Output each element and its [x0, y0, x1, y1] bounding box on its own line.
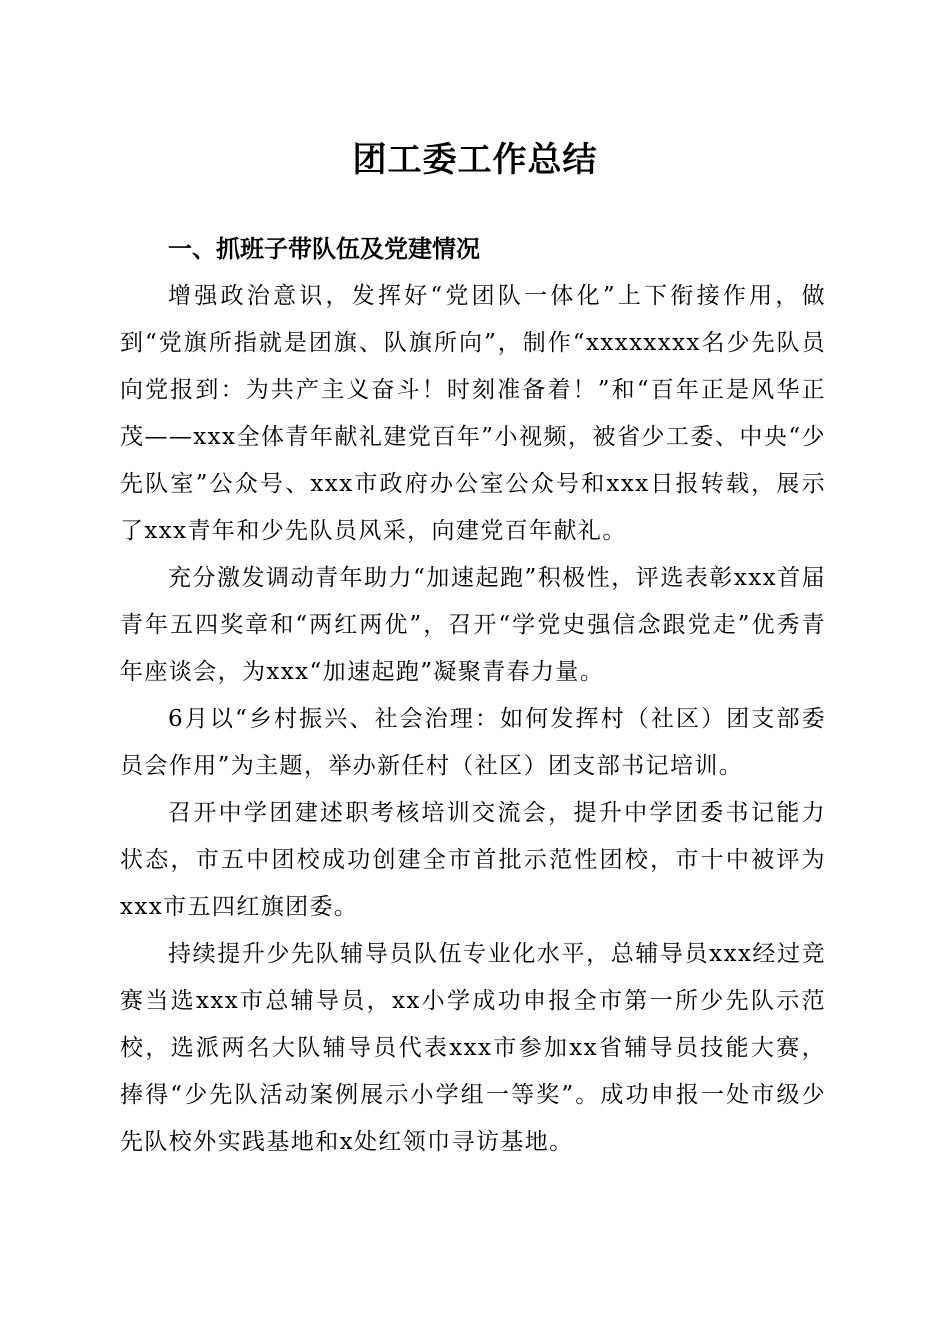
paragraph-middle-school-league: 召开中学团建述职考核培训交流会，提升中学团委书记能力状态，市五中团校成功创建全市首批示范性团校，市十中被评为xxx市五四红旗团委。: [120, 800, 826, 920]
paragraph-youth-motivation: 充分激发调动青年助力“加速起跑”积极性，评选表彰xxx首届青年五四奖章和“两红两优”，召开“学党史强信念跟党走”优秀青年座谈会，为xxx“加速起跑”凝聚青春力量。: [120, 565, 826, 685]
paragraph-political-awareness: 增强政治意识，发挥好“党团队一体化”上下衔接作用，做到“党旗所指就是团旗、队旗所向”，制作“xxxxxxxx名少先队员向党报到：为共产主义奋斗！时刻准备着！”和“百年正是风华正茂——xxx全体青年献礼建党百年”小视频，被省少工委、中央“少先队室”公众号、xxx市政府办公室公众号和xxx日报转载，展示了xxx青年和少先队员风采，向建党百年献礼。: [120, 283, 826, 544]
document-title: 团工委工作总结: [352, 140, 598, 180]
paragraph-village-training: 6月以“乡村振兴、社会治理：如何发挥村（社区）团支部委员会作用”为主题，举办新任村（社区）团支部书记培训。: [120, 706, 826, 779]
paragraph-young-pioneers-counselors: 持续提升少先队辅导员队伍专业化水平，总辅导员xxx经过竞赛当选xxx市总辅导员，xx小学成功申报全市第一所少先队示范校，选派两名大队辅导员代表xxx市参加xx省辅导员技能大赛，捧得“少先队活动案例展示小学组一等奖”。成功申报一处市级少先队校外实践基地和x处红领巾寻访基地。: [120, 941, 826, 1155]
document-body: [120, 226, 826, 1166]
section-heading: 一、抓班子带队伍及党建情况: [168, 235, 480, 263]
